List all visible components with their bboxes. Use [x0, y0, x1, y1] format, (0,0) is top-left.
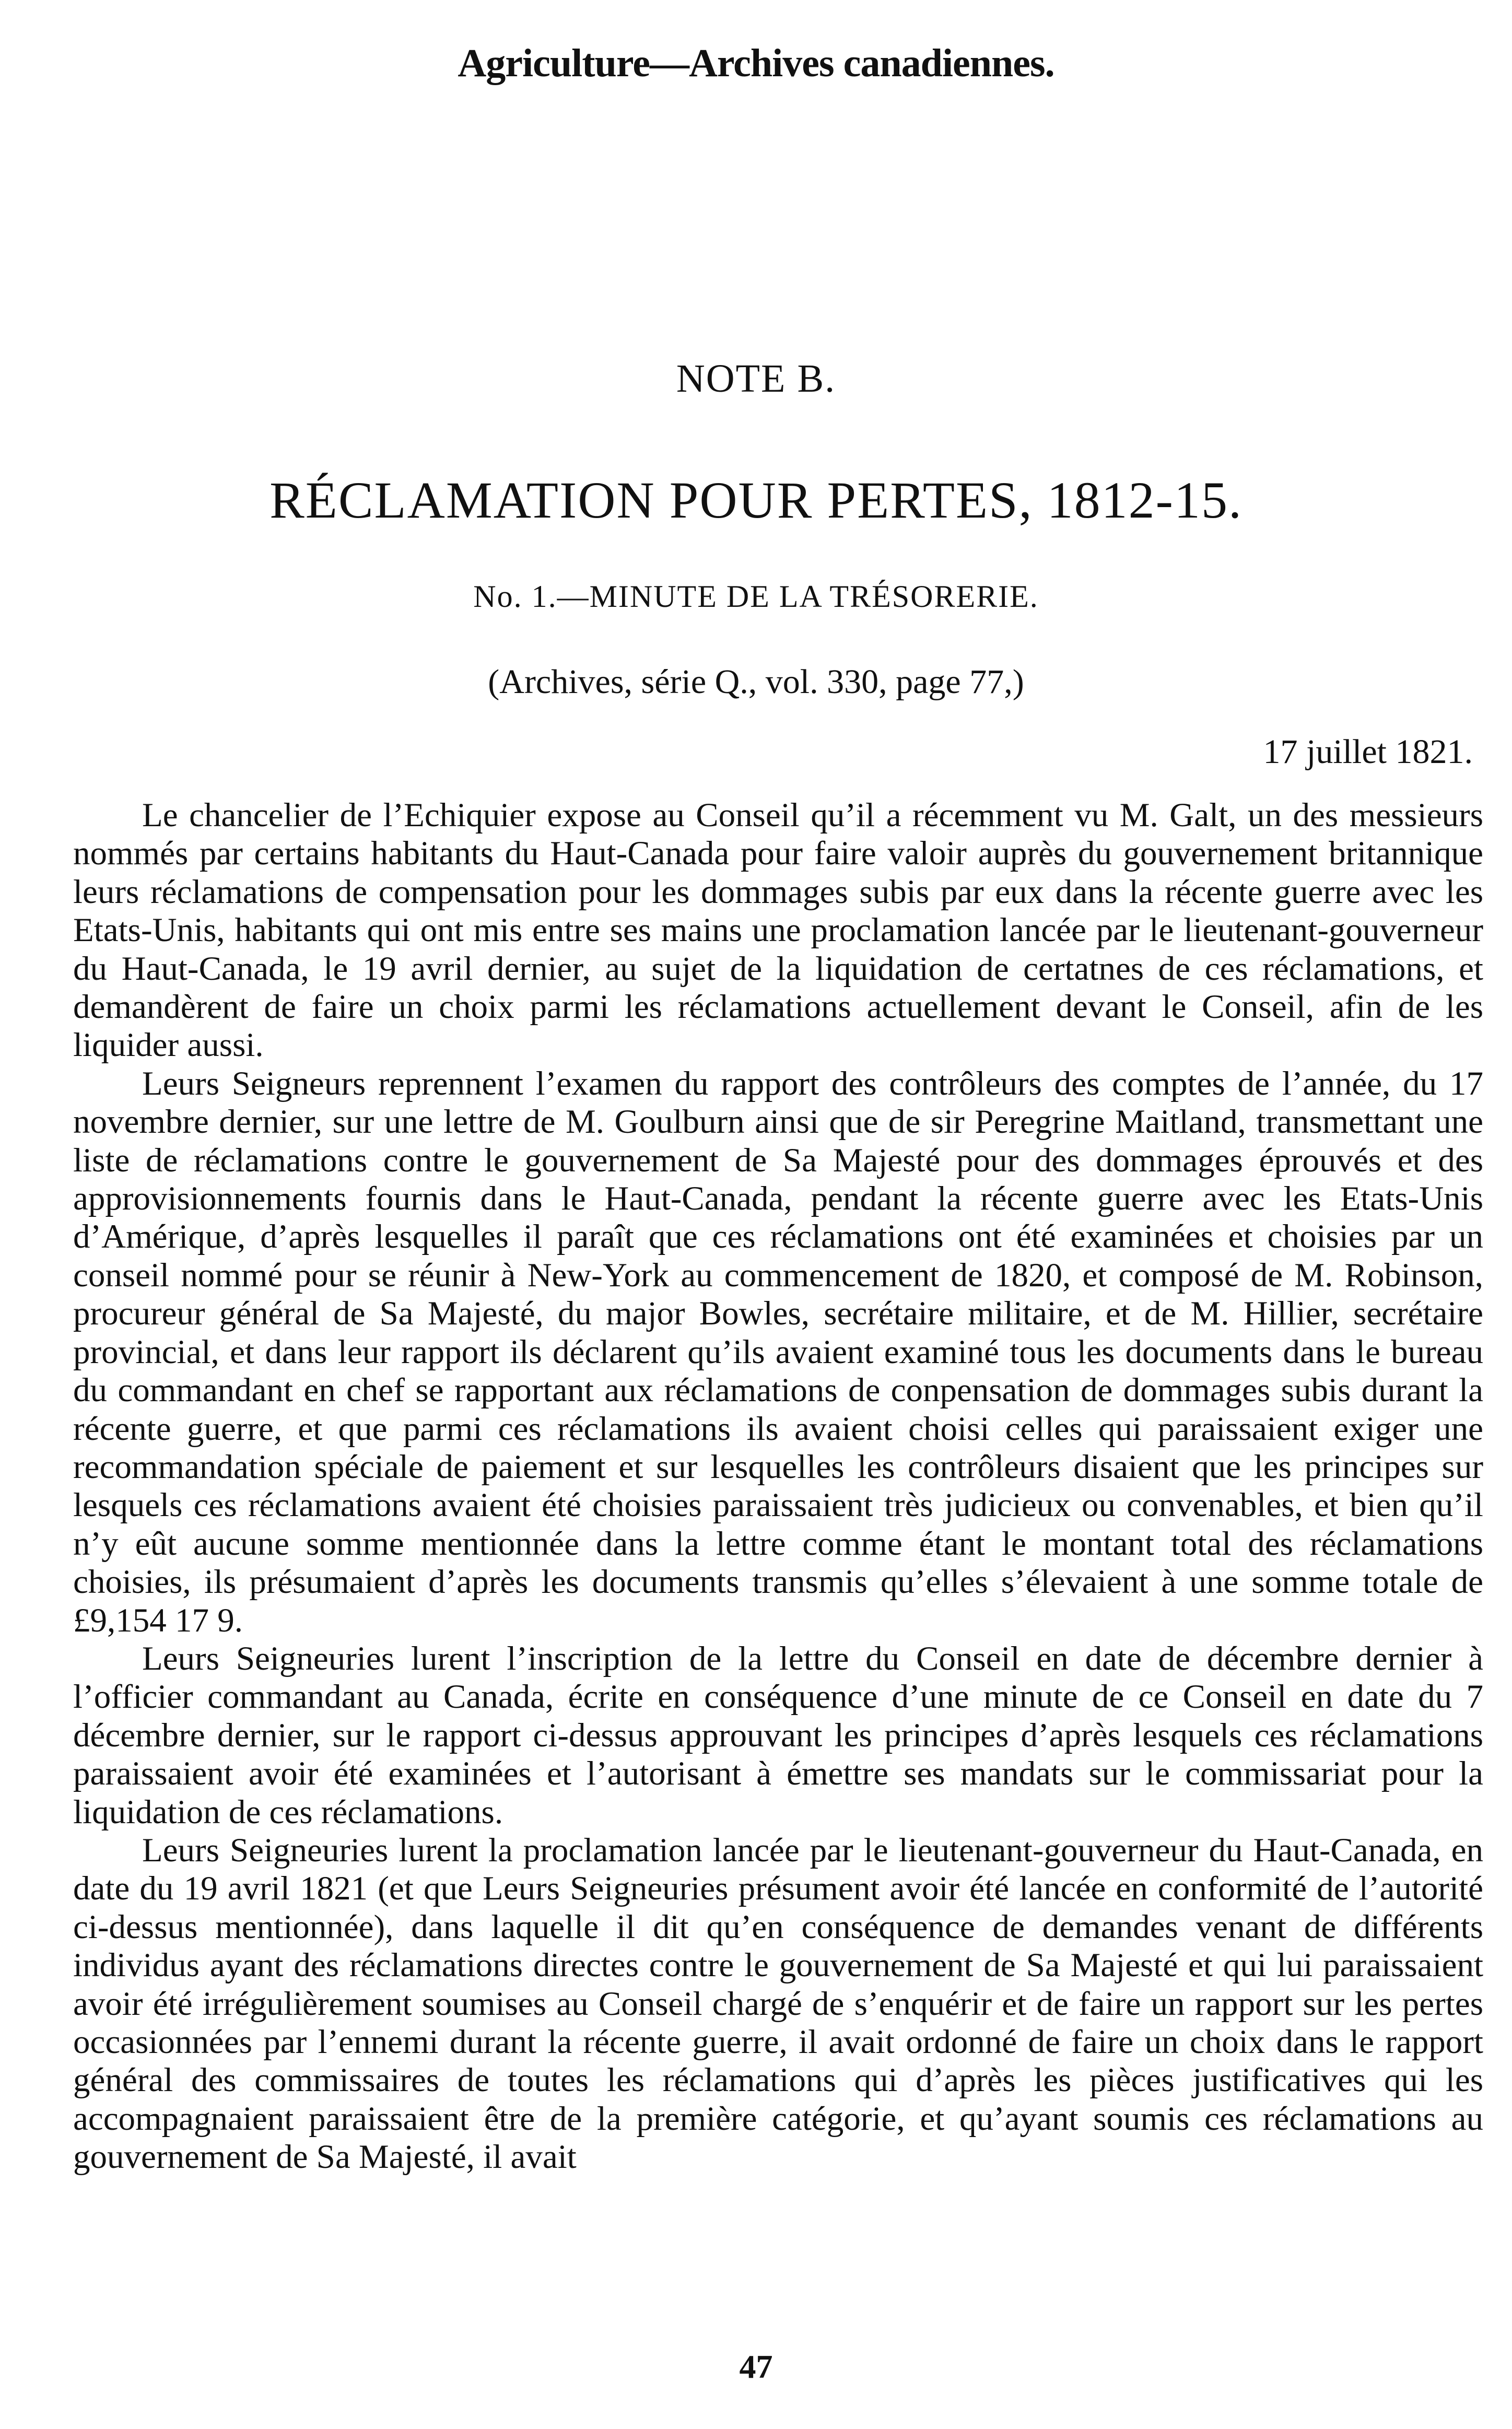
body-text	[73, 796, 1483, 2177]
paragraph-4: Leurs Seigneuries lurent la proclamation lancée par le lieutenant-gouverneur du Haut-Canada, en date du 19 avril 1821 (et que Leurs Seigneuries présument avoir été lancée en conformité de l’autorité ci-dessus mentionnée), dans laquelle il dit qu’en conséquence de demandes venant de différents individus ayant des réclamations directes contre le gouvernement de Sa Majesté et qui lui paraissaient avoir été irrégulièrement soumises au Conseil chargé de s’enquérir et de faire un rapport sur les pertes occasionnées par l’ennemi durant la récente guerre, il avait ordonné de faire un choix dans le rapport général des commissaires de toutes les réclamations qui d’après les pièces justificatives qui les accompagnaient paraissaient être de la première catégorie, et qu’ayant soumis ces réclamations au gouvernement de Sa Majesté, il avait	[73, 1831, 1483, 2176]
note-label: NOTE B.	[676, 357, 836, 401]
running-head: Agriculture—Archives canadiennes.	[458, 41, 1054, 85]
page-number: 47	[739, 2348, 773, 2385]
document-date: 17 juillet 1821.	[1263, 733, 1473, 771]
paragraph-1: Le chancelier de l’Echiquier expose au Conseil qu’il a récemment vu M. Galt, un des messieurs nommés par certains habitants du Haut-Canada pour faire valoir auprès du gouvernement britannique leurs réclamations de compensation pour les dommages subis par eux dans la récente guerre avec les Etats-Unis, habitants qui ont mis entre ses mains une proclamation lancée par le lieutenant-gouverneur du Haut-Canada, le 19 avril dernier, au sujet de la liquidation de certatnes de ces réclamations, et demandèrent de faire un choix parmi les réclamations actuellement devant le Conseil, afin de les liquider aussi.	[73, 796, 1483, 1064]
document-number: No. 1.—MINUTE DE LA TRÉSORERIE.	[473, 579, 1039, 614]
paragraph-2: Leurs Seigneurs reprennent l’examen du rapport des contrôleurs des comptes de l’année, du 17 novembre dernier, sur une lettre de M. Goulburn ainsi que de sir Peregrine Maitland, transmettant une liste de réclamations contre le gouvernement de Sa Majesté pour des dommages éprouvés et des approvisionnements fournis dans le Haut-Canada, pendant la récente guerre avec les Etats-Unis d’Amérique, d’après lesquelles il paraît que ces réclamations ont été examinées et choisies par un conseil nommé pour se réunir à New-York au commencement de 1820, et composé de M. Robinson, procureur général de Sa Majesté, du major Bowles, secrétaire militaire, et de M. Hillier, secrétaire provincial, et dans leur rapport ils déclarent qu’ils avaient examiné tous les documents dans le bureau du commandant en chef se rapportant aux réclamations de conpensation de dommages subis durant la récente guerre, et que parmi ces réclamations ils avaient choisi celles qui paraissaient exiger une recommandation spéciale de paiement et sur lesquelles les contrôleurs disaient que les principes sur lesquels ces réclamations avaient été choisies paraissaient très judicieux ou convenables, et bien qu’il n’y eût aucune somme mentionnée dans la lettre comme étant le montant total des réclamations choisies, ils présumaient d’après les documents transmis qu’elles s’élevaient à une somme totale de £9,154 17 9.	[73, 1064, 1483, 1639]
page-title: RÉCLAMATION POUR PERTES, 1812-15.	[269, 471, 1243, 529]
source-reference: (Archives, série Q., vol. 330, page 77,)	[488, 663, 1024, 701]
paragraph-3: Leurs Seigneuries lurent l’inscription de la lettre du Conseil en date de décembre dernier à l’officier commandant au Canada, écrite en conséquence d’une minute de ce Conseil en date du 7 décembre dernier, sur le rapport ci-dessus approuvant les principes d’après lesquels ces réclamations paraissaient avoir été examinées et l’autorisant à émettre ses mandats sur le commissariat pour la liquidation de ces réclamations.	[73, 1639, 1483, 1831]
